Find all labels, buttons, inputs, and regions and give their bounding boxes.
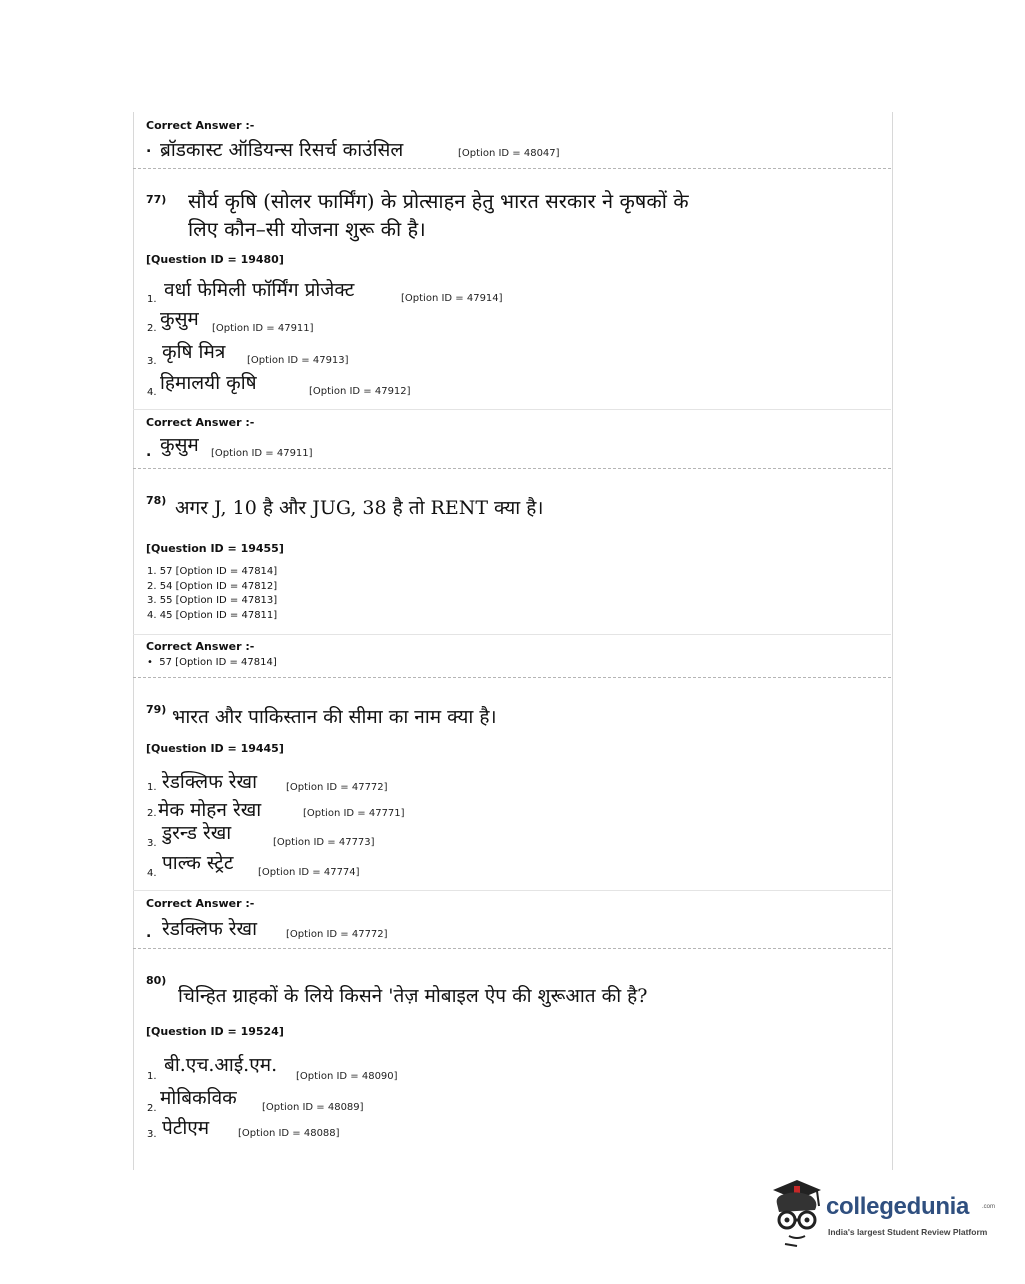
correct-answer-label: Correct Answer :- [146,640,255,653]
correct-answer-label: Correct Answer :- [146,416,255,429]
option-text: मोबिकविक [160,1087,237,1109]
option-line: 1. 57 [Option ID = 47814] [147,566,278,577]
answer-line [147,656,277,671]
question-id: [Question ID = 19445] [146,742,284,755]
option-list [147,565,277,623]
brand-tagline: India's largest Student Review Platform [828,1227,988,1237]
divider [133,468,891,469]
option-text: पाल्क स्ट्रेट [162,852,234,874]
option-id: [Option ID = 47772] [286,782,388,793]
question-number: 80) [146,974,167,987]
brand-name: collegedunia [826,1193,970,1220]
option-text: वर्धा फेमिली फॉर्मिंग प्रोजेक्ट [164,279,355,301]
option-line: 3. 55 [Option ID = 47813] [147,595,278,606]
question-text-line2: लिए कौन–सी योजना शुरू की है। [188,217,426,241]
answer-option-id: [Option ID = 47911] [211,448,313,459]
option-text: कुसुम [160,308,199,330]
answer-bullet: . [146,444,152,460]
option-number: 1. [147,782,157,793]
divider [133,168,891,169]
option-id: [Option ID = 48089] [262,1102,364,1113]
question-number: 78) [146,494,167,507]
question-text-line1: सौर्य कृषि (सोलर फार्मिंग) के प्रोत्साहन हेतु भारत सरकार ने कृषकों के [188,189,689,213]
answer-bullet: . [146,925,152,941]
option-id: [Option ID = 48088] [238,1128,340,1139]
option-text: पेटीएम [162,1117,210,1139]
option-number: 3. [147,838,157,849]
option-id: [Option ID = 47774] [258,867,360,878]
question-text: भारत और पाकिस्तान की सीमा का नाम क्या है। [172,706,497,728]
option-number: 3. [147,1129,157,1140]
option-line: 4. 45 [Option ID = 47811] [147,609,278,621]
question-number: 79) [146,703,167,716]
correct-answer-label: Correct Answer :- [146,119,255,132]
option-id: [Option ID = 47913] [247,355,349,366]
option-id: [Option ID = 47914] [401,293,503,304]
option-line: 2. 54 [Option ID = 47812] [147,580,278,592]
option-id: [Option ID = 47773] [273,837,375,848]
option-id: [Option ID = 47911] [212,323,314,334]
option-number: 3. [147,356,157,367]
option-text: मेक मोहन रेखा [158,799,262,821]
correct-answer-label: Correct Answer :- [146,897,255,910]
divider [133,409,891,410]
brand-suffix: .com [982,1204,996,1210]
option-number: 4. [147,868,157,879]
option-text: डुरन्ड रेखा [162,822,232,844]
question-text: चिन्हित ग्राहकों के लिये किसने 'तेज़ मोबाइल ऐप की शुरूआत की है? [178,985,648,1007]
question-text: अगर J, 10 है और JUG, 38 है तो RENT क्या है। [175,497,544,519]
divider [133,948,891,949]
option-text: रेडक्लिफ रेखा [162,771,258,793]
answer-text: ब्रॉडकास्ट ऑडियन्स रिसर्च काउंसिल [160,139,404,161]
option-text: हिमालयी कृषि [160,372,257,394]
question-id: [Question ID = 19455] [146,542,284,555]
answer-option-id: [Option ID = 47772] [286,929,388,940]
option-number: 2. [147,1103,157,1114]
collegedunia-mascot-icon [767,1176,827,1248]
answer-text: कुसुम [160,434,199,456]
option-number: 1. [147,1071,157,1082]
option-id: [Option ID = 47771] [303,808,405,819]
option-number: 1. [147,294,157,305]
option-number: 2. [147,808,157,819]
option-id: [Option ID = 47912] [309,386,411,397]
answer-option-id: [Option ID = 48047] [458,148,560,159]
question-id: [Question ID = 19524] [146,1025,284,1038]
question-number: 77) [146,193,167,206]
option-text: बी.एच.आई.एम. [164,1054,278,1076]
option-number: 2. [147,323,157,334]
question-id: [Question ID = 19480] [146,253,284,266]
option-text: कृषि मित्र [162,341,226,363]
divider [133,634,891,635]
option-id: [Option ID = 48090] [296,1071,398,1082]
answer-text: रेडक्लिफ रेखा [162,918,258,940]
answer-text: 57 [Option ID = 47814] [159,657,277,668]
divider [133,890,891,891]
divider [133,677,891,678]
answer-bullet: • [147,657,160,668]
answer-bullet: . [146,140,152,156]
option-number: 4. [147,387,157,398]
